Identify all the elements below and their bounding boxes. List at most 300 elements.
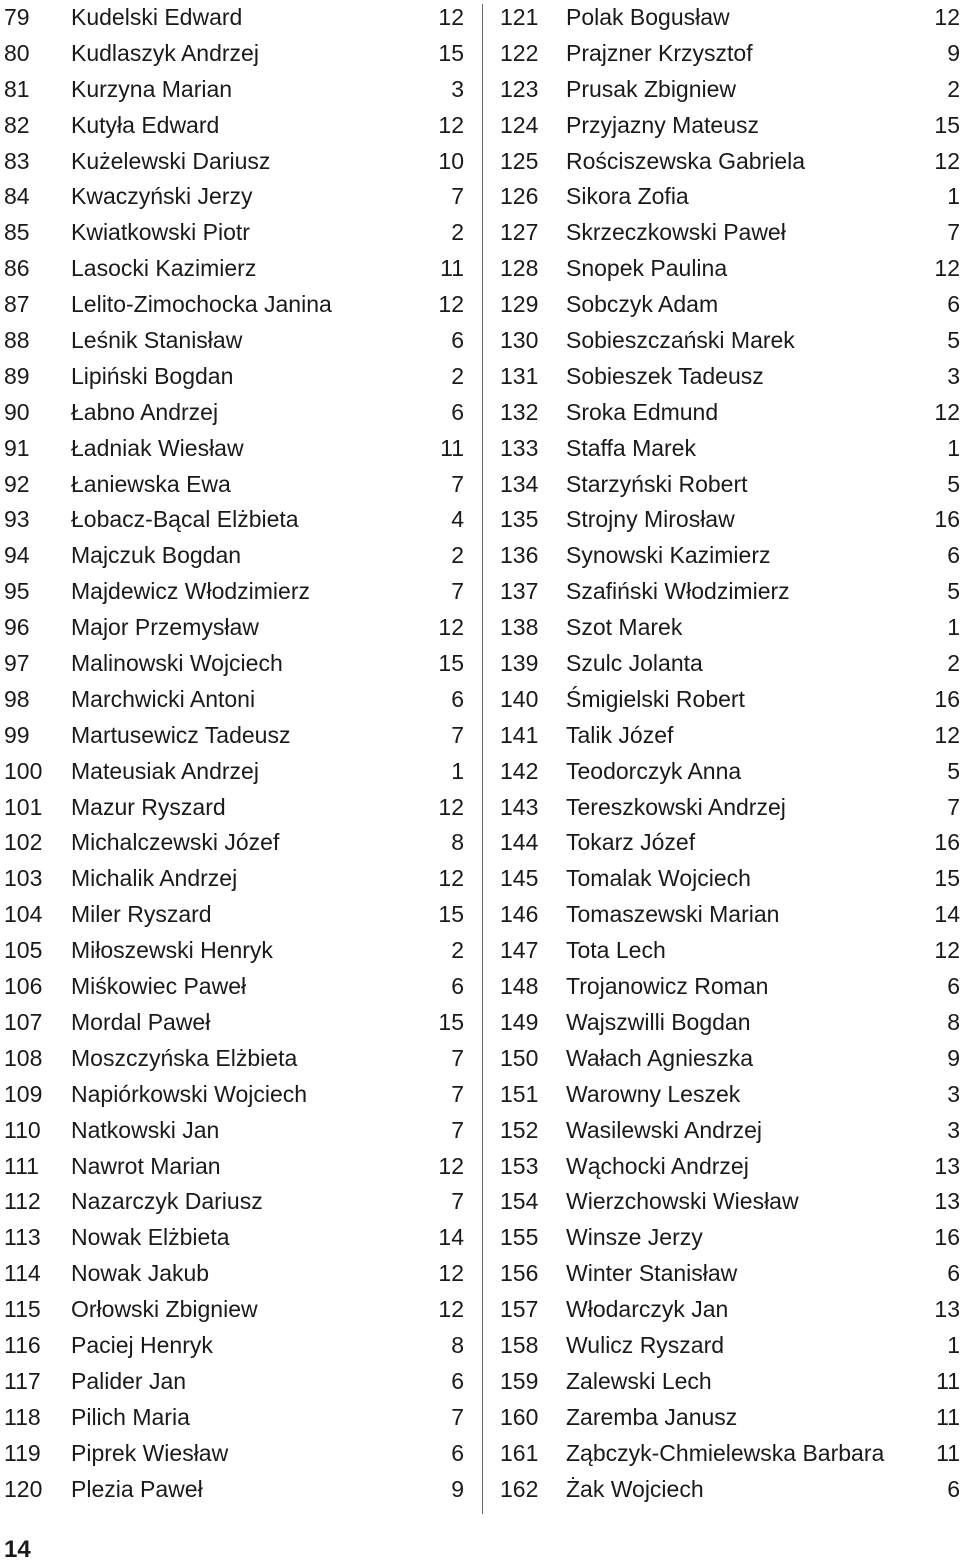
person-name: Sobieszczański Marek — [566, 327, 795, 354]
row-number: 137 — [500, 578, 539, 605]
row-number: 111 — [4, 1152, 39, 1179]
row-number: 116 — [4, 1331, 41, 1358]
list-item — [0, 502, 470, 538]
row-number: 86 — [4, 255, 30, 282]
person-name: Miśkowiec Paweł — [71, 973, 247, 1000]
row-value: 11 — [440, 434, 464, 461]
list-item — [0, 359, 470, 395]
row-number: 128 — [500, 255, 539, 282]
row-number: 83 — [4, 147, 30, 174]
row-value: 9 — [451, 1475, 464, 1502]
row-number: 80 — [4, 39, 30, 66]
row-value: 6 — [947, 542, 960, 569]
row-number: 122 — [500, 39, 539, 66]
row-value: 11 — [440, 255, 464, 282]
list-item — [0, 215, 470, 251]
row-value: 12 — [934, 398, 960, 425]
row-number: 144 — [500, 829, 539, 856]
row-number: 162 — [500, 1475, 539, 1502]
row-number: 138 — [500, 614, 539, 641]
row-value: 6 — [451, 1367, 464, 1394]
row-value: 1 — [451, 757, 464, 784]
row-number: 131 — [500, 362, 539, 389]
row-value: 13 — [934, 1188, 960, 1215]
row-number: 142 — [500, 757, 539, 784]
list-item — [0, 467, 470, 503]
row-number: 118 — [4, 1403, 41, 1430]
row-number: 143 — [500, 793, 539, 820]
person-name: Warowny Leszek — [566, 1080, 741, 1107]
list-item — [496, 1472, 960, 1508]
row-value: 7 — [451, 721, 464, 748]
person-name: Miłoszewski Henryk — [71, 937, 273, 964]
row-value: 2 — [947, 650, 960, 677]
person-name: Wulicz Ryszard — [566, 1331, 725, 1358]
row-value: 12 — [934, 147, 960, 174]
row-value: 15 — [438, 39, 464, 66]
person-name: Rościszewska Gabriela — [566, 147, 806, 174]
person-name: Ząbczyk-Chmielewska Barbara — [566, 1439, 885, 1466]
list-item — [0, 610, 470, 646]
row-number: 102 — [4, 829, 43, 856]
list-item — [0, 323, 470, 359]
row-value: 6 — [947, 1260, 960, 1287]
row-value: 15 — [934, 111, 960, 138]
list-item — [0, 1005, 470, 1041]
list-item — [0, 1041, 470, 1077]
row-value: 6 — [451, 398, 464, 425]
person-name: Tota Lech — [566, 937, 666, 964]
row-value: 11 — [936, 1367, 960, 1394]
list-item — [496, 1220, 960, 1256]
row-value: 16 — [934, 685, 960, 712]
list-item — [496, 1364, 960, 1400]
row-number: 153 — [500, 1152, 539, 1179]
list-item — [496, 287, 960, 323]
row-number: 113 — [4, 1224, 41, 1251]
row-value: 1 — [947, 183, 960, 210]
person-name: Polak Bogusław — [566, 4, 730, 30]
list-item — [496, 1256, 960, 1292]
person-name: Kudelski Edward — [71, 4, 243, 30]
row-value: 9 — [947, 39, 960, 66]
row-number: 124 — [500, 111, 539, 138]
list-item — [0, 1472, 470, 1508]
row-number: 140 — [500, 685, 539, 712]
person-name: Mateusiak Andrzej — [71, 757, 259, 784]
list-item — [0, 574, 470, 610]
person-name: Marchwicki Antoni — [71, 685, 256, 712]
row-value: 8 — [947, 1008, 960, 1035]
row-number: 129 — [500, 291, 539, 318]
person-name: Sobczyk Adam — [566, 291, 719, 318]
person-name: Orłowski Zbigniew — [71, 1296, 258, 1323]
list-item — [0, 144, 470, 180]
row-value: 6 — [947, 291, 960, 318]
list-item — [0, 1220, 470, 1256]
person-name: Mordal Paweł — [71, 1008, 211, 1035]
person-name: Lelito-Zimochocka Janina — [71, 291, 332, 318]
row-value: 12 — [438, 4, 464, 30]
person-name: Kudlaszyk Andrzej — [71, 39, 259, 66]
list-item — [0, 754, 470, 790]
person-name: Szot Marek — [566, 614, 683, 641]
row-value: 12 — [934, 721, 960, 748]
person-name: Piprek Wiesław — [71, 1439, 229, 1466]
row-value: 2 — [451, 937, 464, 964]
left-column — [0, 0, 470, 1507]
list-item — [0, 861, 470, 897]
list-item — [496, 179, 960, 215]
column-divider — [482, 4, 483, 1514]
person-name: Zaremba Janusz — [566, 1403, 738, 1430]
list-item — [496, 1113, 960, 1149]
row-number: 99 — [4, 721, 30, 748]
row-value: 12 — [934, 255, 960, 282]
row-value: 3 — [451, 75, 464, 102]
row-value: 5 — [947, 757, 960, 784]
row-value: 9 — [947, 1044, 960, 1071]
row-number: 127 — [500, 219, 539, 246]
person-name: Szafiński Włodzimierz — [566, 578, 790, 605]
person-name: Nazarczyk Dariusz — [71, 1188, 263, 1215]
row-value: 1 — [947, 434, 960, 461]
row-value: 16 — [934, 829, 960, 856]
row-value: 3 — [947, 1080, 960, 1107]
list-item — [496, 502, 960, 538]
list-item — [0, 682, 470, 718]
row-value: 13 — [934, 1152, 960, 1179]
row-value: 15 — [438, 1008, 464, 1035]
person-name: Żak Wojciech — [566, 1475, 704, 1502]
person-name: Starzyński Robert — [566, 470, 748, 497]
row-number: 93 — [4, 506, 30, 533]
row-value: 15 — [934, 865, 960, 892]
person-name: Kwaczyński Jerzy — [71, 183, 253, 210]
row-number: 82 — [4, 111, 30, 138]
row-number: 146 — [500, 901, 539, 928]
list-item — [496, 1436, 960, 1472]
row-value: 2 — [451, 362, 464, 389]
list-item — [496, 646, 960, 682]
row-number: 96 — [4, 614, 30, 641]
list-item — [0, 1113, 470, 1149]
row-number: 108 — [4, 1044, 43, 1071]
row-number: 134 — [500, 470, 539, 497]
row-value: 12 — [438, 614, 464, 641]
person-name: Nowak Jakub — [71, 1260, 210, 1287]
person-name: Strojny Mirosław — [566, 506, 735, 533]
list-item — [496, 467, 960, 503]
person-name: Kwiatkowski Piotr — [71, 219, 250, 246]
row-number: 106 — [4, 973, 43, 1000]
person-name: Tokarz Józef — [566, 829, 696, 856]
list-item — [496, 790, 960, 826]
person-name: Teodorczyk Anna — [566, 757, 742, 784]
person-name: Sroka Edmund — [566, 398, 719, 425]
row-value: 12 — [438, 1260, 464, 1287]
row-value: 12 — [438, 865, 464, 892]
list-item — [0, 646, 470, 682]
list-item — [496, 718, 960, 754]
person-name: Kurzyna Marian — [71, 75, 233, 102]
list-item — [496, 108, 960, 144]
list-item — [496, 359, 960, 395]
person-name: Miler Ryszard — [71, 901, 212, 928]
person-name: Malinowski Wojciech — [71, 650, 283, 677]
list-item — [496, 897, 960, 933]
row-number: 79 — [4, 4, 30, 30]
list-item — [0, 1328, 470, 1364]
list-item — [496, 251, 960, 287]
person-name: Mazur Ryszard — [71, 793, 226, 820]
list-item — [0, 0, 470, 36]
row-number: 87 — [4, 291, 30, 318]
person-name: Wąchocki Andrzej — [566, 1152, 749, 1179]
list-item — [496, 1328, 960, 1364]
row-value: 3 — [947, 362, 960, 389]
person-name: Major Przemysław — [71, 614, 259, 641]
list-item — [496, 933, 960, 969]
person-name: Tomalak Wojciech — [566, 865, 751, 892]
list-item — [496, 610, 960, 646]
person-name: Leśnik Stanisław — [71, 327, 243, 354]
person-name: Moszczyńska Elżbieta — [71, 1044, 298, 1071]
row-value: 15 — [438, 650, 464, 677]
list-item — [496, 1005, 960, 1041]
list-item — [496, 861, 960, 897]
row-number: 84 — [4, 183, 30, 210]
row-value: 7 — [451, 578, 464, 605]
row-number: 159 — [500, 1367, 539, 1394]
row-number: 107 — [4, 1008, 43, 1035]
list-item — [0, 1256, 470, 1292]
list-item — [0, 825, 470, 861]
row-number: 152 — [500, 1116, 539, 1143]
row-value: 6 — [451, 1439, 464, 1466]
row-value: 5 — [947, 327, 960, 354]
row-number: 119 — [4, 1439, 41, 1466]
list-item — [496, 1149, 960, 1185]
row-number: 117 — [4, 1367, 41, 1394]
person-name: Nowak Elżbieta — [71, 1224, 230, 1251]
row-number: 120 — [4, 1475, 43, 1502]
row-value: 7 — [451, 1188, 464, 1215]
row-number: 92 — [4, 470, 30, 497]
row-value: 2 — [451, 219, 464, 246]
person-name: Trojanowicz Roman — [566, 973, 769, 1000]
row-number: 132 — [500, 398, 539, 425]
row-number: 91 — [4, 434, 30, 461]
row-number: 151 — [500, 1080, 539, 1107]
list-item — [0, 969, 470, 1005]
row-number: 109 — [4, 1080, 43, 1107]
row-number: 126 — [500, 183, 539, 210]
row-value: 12 — [438, 291, 464, 318]
list-item — [0, 1149, 470, 1185]
row-value: 7 — [947, 793, 960, 820]
row-number: 115 — [4, 1296, 41, 1323]
person-name: Plezia Paweł — [71, 1475, 203, 1502]
list-item — [496, 1292, 960, 1328]
list-item — [496, 574, 960, 610]
person-name: Tomaszewski Marian — [566, 901, 780, 928]
person-name: Łaniewska Ewa — [71, 470, 231, 497]
row-number: 90 — [4, 398, 30, 425]
row-number: 125 — [500, 147, 539, 174]
list-item — [0, 790, 470, 826]
list-item — [0, 1292, 470, 1328]
row-value: 12 — [934, 4, 960, 30]
row-number: 156 — [500, 1260, 539, 1287]
list-item — [0, 718, 470, 754]
right-column — [496, 0, 960, 1507]
row-value: 12 — [438, 1152, 464, 1179]
row-value: 6 — [947, 973, 960, 1000]
list-item — [496, 144, 960, 180]
row-number: 104 — [4, 901, 43, 928]
row-value: 11 — [936, 1439, 960, 1466]
row-value: 10 — [438, 147, 464, 174]
person-name: Wasilewski Andrzej — [566, 1116, 762, 1143]
list-item — [496, 72, 960, 108]
row-value: 7 — [451, 183, 464, 210]
row-value: 7 — [451, 1080, 464, 1107]
row-value: 4 — [451, 506, 464, 533]
person-name: Synowski Kazimierz — [566, 542, 771, 569]
person-name: Ładniak Wiesław — [71, 434, 244, 461]
person-name: Tereszkowski Andrzej — [566, 793, 786, 820]
person-name: Winsze Jerzy — [566, 1224, 703, 1251]
row-number: 135 — [500, 506, 539, 533]
row-number: 157 — [500, 1296, 539, 1323]
list-item — [496, 431, 960, 467]
row-number: 150 — [500, 1044, 539, 1071]
row-value: 7 — [451, 1044, 464, 1071]
row-value: 14 — [934, 901, 960, 928]
row-value: 15 — [438, 901, 464, 928]
row-value: 16 — [934, 1224, 960, 1251]
list-item — [496, 1041, 960, 1077]
row-number: 145 — [500, 865, 539, 892]
person-name: Lipiński Bogdan — [71, 362, 234, 389]
list-item — [0, 897, 470, 933]
row-number: 97 — [4, 650, 30, 677]
row-value: 16 — [934, 506, 960, 533]
person-name: Skrzeczkowski Paweł — [566, 219, 786, 246]
list-item — [0, 1400, 470, 1436]
person-name: Prusak Zbigniew — [566, 75, 737, 102]
row-value: 12 — [934, 937, 960, 964]
list-item — [0, 933, 470, 969]
list-item — [496, 1077, 960, 1113]
list-item — [496, 538, 960, 574]
person-name: Michalczewski Józef — [71, 829, 280, 856]
row-value: 12 — [438, 1296, 464, 1323]
row-number: 112 — [4, 1188, 41, 1215]
list-item — [0, 251, 470, 287]
row-value: 13 — [934, 1296, 960, 1323]
row-value: 12 — [438, 111, 464, 138]
person-name: Talik Józef — [566, 721, 674, 748]
person-name: Przyjazny Mateusz — [566, 111, 760, 138]
row-value: 12 — [438, 793, 464, 820]
person-name: Zalewski Lech — [566, 1367, 712, 1394]
person-name: Kużelewski Dariusz — [71, 147, 271, 174]
page-number: 14 — [4, 1536, 31, 1563]
row-number: 103 — [4, 865, 43, 892]
list-item — [0, 287, 470, 323]
row-number: 98 — [4, 685, 30, 712]
row-value: 6 — [451, 327, 464, 354]
list-item — [0, 1364, 470, 1400]
row-number: 147 — [500, 937, 539, 964]
list-item — [0, 1077, 470, 1113]
row-value: 5 — [947, 578, 960, 605]
row-number: 139 — [500, 650, 539, 677]
row-value: 2 — [947, 75, 960, 102]
row-number: 155 — [500, 1224, 539, 1251]
row-number: 100 — [4, 757, 43, 784]
person-name: Majczuk Bogdan — [71, 542, 242, 569]
row-value: 6 — [451, 685, 464, 712]
list-item — [496, 1184, 960, 1220]
person-name: Staffa Marek — [566, 434, 696, 461]
list-item — [0, 431, 470, 467]
person-name: Paciej Henryk — [71, 1331, 213, 1358]
row-number: 81 — [4, 75, 30, 102]
person-name: Kutyła Edward — [71, 111, 220, 138]
person-name: Majdewicz Włodzimierz — [71, 578, 310, 605]
list-item — [496, 395, 960, 431]
row-value: 8 — [451, 1331, 464, 1358]
row-value: 1 — [947, 614, 960, 641]
list-item — [496, 36, 960, 72]
person-name: Snopek Paulina — [566, 255, 728, 282]
person-name: Nawrot Marian — [71, 1152, 221, 1179]
row-value: 7 — [947, 219, 960, 246]
row-value: 7 — [451, 1403, 464, 1430]
list-item — [496, 1400, 960, 1436]
person-name: Lasocki Kazimierz — [71, 255, 257, 282]
list-item — [0, 36, 470, 72]
row-value: 5 — [947, 470, 960, 497]
row-number: 85 — [4, 219, 30, 246]
list-item — [496, 323, 960, 359]
person-name: Pilich Maria — [71, 1403, 190, 1430]
list-item — [496, 215, 960, 251]
list-item — [0, 538, 470, 574]
row-number: 149 — [500, 1008, 539, 1035]
list-item — [496, 969, 960, 1005]
row-value: 11 — [936, 1403, 960, 1430]
row-number: 158 — [500, 1331, 539, 1358]
row-number: 101 — [4, 793, 43, 820]
person-name: Włodarczyk Jan — [566, 1296, 729, 1323]
row-value: 8 — [451, 829, 464, 856]
row-number: 105 — [4, 937, 43, 964]
row-number: 141 — [500, 721, 539, 748]
list-item — [496, 682, 960, 718]
list-item — [496, 754, 960, 790]
person-name: Śmigielski Robert — [566, 685, 745, 712]
person-name: Palider Jan — [71, 1367, 187, 1394]
list-item — [0, 1184, 470, 1220]
list-item — [0, 108, 470, 144]
person-name: Prajzner Krzysztof — [566, 39, 753, 66]
list-item — [496, 0, 960, 36]
person-name: Natkowski Jan — [71, 1116, 220, 1143]
